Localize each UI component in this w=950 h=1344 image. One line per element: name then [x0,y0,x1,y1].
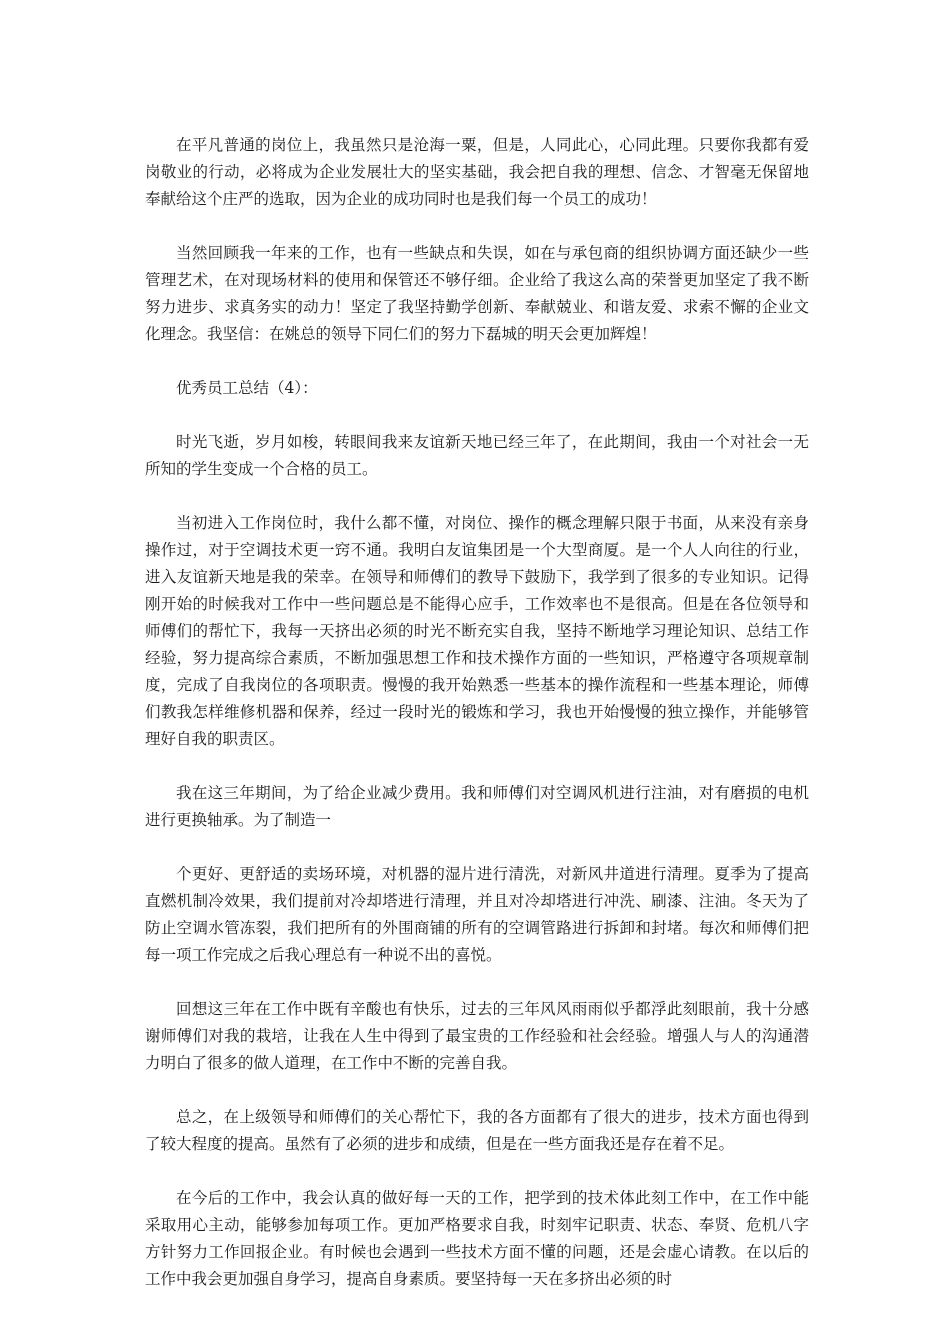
paragraph-future: 在今后的工作中，我会认真的做好每一天的工作，把学到的技术体此刻工作中，在工作中能采取用心主动，能够参加每项工作。更加严格要求自我，时刻牢记职责、状态、奉贤、危机八字方针努力工作回报企业。有时候也会遇到一些技术方面不懂的问题，还是会虚心请教。在以后的工作中我会更加强自身学习，提高自身素质。要坚持每一天在多挤出必须的时 [145,1189,809,1288]
document-body [145,132,809,1320]
paragraph-beginning: 当初进入工作岗位时，我什么都不懂，对岗位、操作的概念理解只限于书面，从来没有亲身操作过，对于空调技术更一窍不通。我明白友谊集团是一个大型商厦。是一个人人向往的行业，进入友谊新天地是我的荣幸。在领导和师傅们的教导下鼓励下，我学到了很多的专业知识。记得刚开始的时候我对工作中一些问题总是不能得心应手，工作效率也不是很高。但是在各位领导和师傅们的帮忙下，我每一天挤出必须的时光不断充实自我，坚持不断地学习理论知识、总结工作经验，努力提高综合素质，不断加强思想工作和技术操作方面的一些知识，严格遵守各项规章制度，完成了自我岗位的各项职责。慢慢的我开始熟悉一些基本的操作流程和一些基本理论，师傅们教我怎样维修机器和保养，经过一段时光的锻炼和学习，我也开始慢慢的独立操作，并能够管理好自我的职责区。 [145,514,809,748]
paragraph-dedication: 在平凡普通的岗位上，我虽然只是沧海一粟，但是，人同此心，心同此理。只要你我都有爱岗敬业的行动，必将成为企业发展壮大的坚实基础，我会把自我的理想、信念、才智毫无保留地奉献给这个庄严的选取，因为企业的成功同时也是我们每一个员工的成功！ [145,136,809,208]
paragraph-cost-saving: 我在这三年期间，为了给企业减少费用。我和师傅们对空调风机进行注油，对有磨损的电机进行更换轴承。为了制造一 [145,784,809,829]
paragraph-intro: 时光飞逝，岁月如梭，转眼间我来友谊新天地已经三年了，在此期间，我由一个对社会一无所知的学生变成一个合格的员工。 [145,433,809,478]
paragraph-reflection: 回想这三年在工作中既有辛酸也有快乐，过去的三年风风雨雨似乎都浮此刻眼前，我十分感谢师傅们对我的栽培，让我在人生中得到了最宝贵的工作经验和社会经验。增强人与人的沟通潜力明白了很多的做人道理，在工作中不断的完善自我。 [145,1000,809,1072]
paragraph-maintenance: 个更好、更舒适的卖场环境，对机器的湿片进行清洗，对新风井道进行清理。夏季为了提高直燃机制冷效果，我们提前对冷却塔进行清理，并且对冷却塔进行冲洗、刷漆、注油。冬天为了防止空调水管冻裂，我们把所有的外围商铺的所有的空调管路进行拆卸和封堵。每次和师傅们把每一项工作完成之后我心理总有一种说不出的喜悦。 [145,865,809,964]
section-heading: 优秀员工总结（4）： [176,379,318,397]
paragraph-shortcomings: 当然回顾我一年来的工作，也有一些缺点和失误，如在与承包商的组织协调方面还缺少一些管理艺术，在对现场材料的使用和保管还不够仔细。企业给了我这么高的荣誉更加坚定了我不断努力进步、求真务实的动力！坚定了我坚持勤学创新、奉献兢业、和谐友爱、求索不懈的企业文化理念。我坚信：在姚总的领导下同仁们的努力下磊城的明天会更加辉煌！ [145,244,809,343]
paragraph-summary: 总之，在上级领导和师傅们的关心帮忙下，我的各方面都有了很大的进步，技术方面也得到了较大程度的提高。虽然有了必须的进步和成绩，但是在一些方面我还是存在着不足。 [145,1108,809,1153]
